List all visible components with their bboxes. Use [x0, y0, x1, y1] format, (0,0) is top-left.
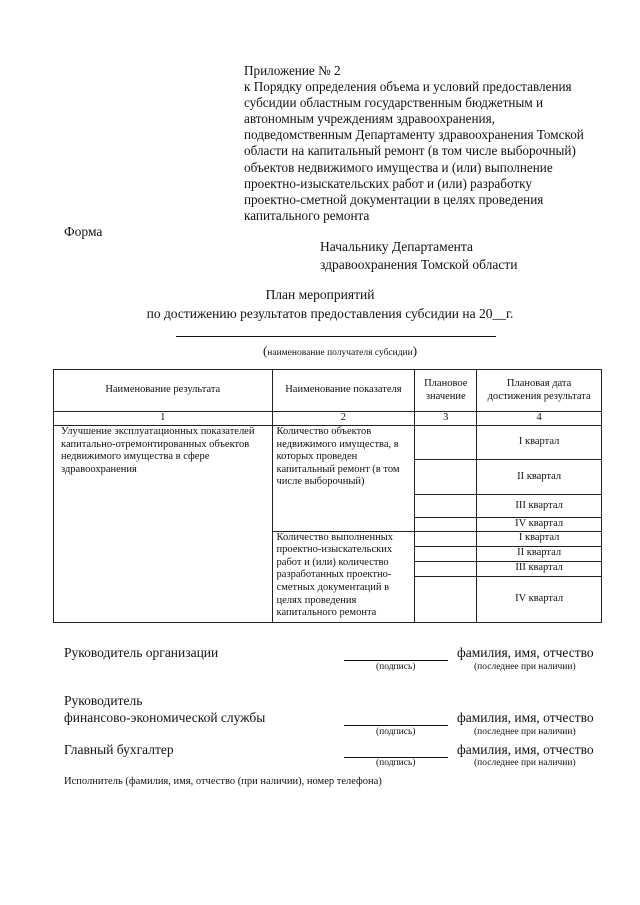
column-number: 3 [415, 412, 477, 426]
column-number: 1 [54, 412, 273, 426]
planned-value-cell[interactable] [415, 460, 477, 495]
plan-subtitle: по достижению результатов предоставления субсидии на 20__г. [146, 306, 514, 321]
fin-head-label-line2: финансово-экономической службы [64, 710, 266, 725]
recipient-caption-text: наименование получателя субсидии [267, 348, 413, 358]
executor-line: Исполнитель (фамилия, имя, отчество (при наличии), номер телефона) [64, 776, 382, 787]
signature-line[interactable] [344, 660, 448, 661]
result-name-cell: Улучшение эксплуатационных показателей капитально-отремонтированных объектов недвижимого имущества в сфере здравоохранения [54, 426, 273, 623]
addressee-line: здравоохранения Томской области [320, 257, 518, 272]
quarter-cell: II квартал [477, 460, 602, 495]
appendix-header [244, 63, 614, 224]
addressee-line: Начальнику Департамента [320, 239, 473, 254]
recipient-caption: (наименование получателя субсидии) [262, 343, 418, 358]
planned-value-cell[interactable] [415, 495, 477, 518]
header-planned-date: Плановая дата достижения результата [477, 370, 602, 412]
full-name-label: фамилия, имя, отчество [457, 645, 594, 660]
appendix-line: капитального ремонта [244, 207, 370, 223]
planned-value-cell[interactable] [415, 576, 477, 622]
planned-value-cell[interactable] [415, 518, 477, 532]
chief-accountant-label: Главный бухгалтер [64, 742, 174, 757]
appendix-line: проектно-сметной документации в целях проведения [244, 191, 544, 207]
head-of-organization-label: Руководитель организации [64, 645, 219, 660]
quarter-cell: I квартал [477, 531, 602, 546]
patronymic-caption: (последнее при наличии) [474, 758, 576, 768]
quarter-cell: I квартал [477, 426, 602, 460]
fin-head-label-line1: Руководитель [64, 693, 143, 708]
form-label: Форма [64, 224, 103, 239]
appendix-line: объектов недвижимого имущества и (или) выполнение [244, 159, 553, 175]
indicator-cell: Количество выполненных проектно-изыскательских работ и (или) количество разработанных проектно-сметных документаций в целях проведения капитального ремонта [272, 531, 415, 622]
table-number-row [54, 412, 602, 426]
full-name-label: фамилия, имя, отчество [457, 710, 594, 725]
patronymic-caption: (последнее при наличии) [474, 662, 576, 672]
header-result: Наименование результата [54, 370, 273, 412]
appendix-line: Приложение № 2 [244, 63, 341, 78]
recipient-name-line[interactable] [176, 336, 496, 337]
planned-value-cell[interactable] [415, 426, 477, 460]
header-indicator: Наименование показателя [272, 370, 415, 412]
quarter-cell: II квартал [477, 546, 602, 561]
signature-caption: (подпись) [376, 727, 416, 737]
table-header-row [54, 370, 602, 412]
column-number: 4 [477, 412, 602, 426]
indicator-cell: Количество объектов недвижимого имущества, в которых проведен капитальный ремонт (в том числе выборочный) [272, 426, 415, 532]
signature-line[interactable] [344, 725, 448, 726]
addressee [320, 238, 518, 274]
quarter-cell: IV квартал [477, 518, 602, 532]
appendix-line: подведомственным Департаменту здравоохранения Томской [244, 127, 584, 143]
appendix-line: проектно-изыскательских работ и (или) разработку [244, 175, 532, 191]
appendix-line: субсидии областным государственным бюджетным и [244, 95, 544, 111]
appendix-line: автономным учреждениям здравоохранения, [244, 111, 495, 127]
quarter-cell: IV квартал [477, 576, 602, 622]
planned-value-cell[interactable] [415, 561, 477, 576]
table-row [54, 426, 602, 460]
planned-value-cell[interactable] [415, 546, 477, 561]
column-number: 2 [272, 412, 415, 426]
appendix-line: к Порядку определения объема и условий предоставления [244, 79, 572, 95]
header-planned-value: Плановое значение [415, 370, 477, 412]
quarter-cell: III квартал [477, 561, 602, 576]
appendix-line: области на капитальный ремонт (в том числе выборочный) [244, 143, 576, 159]
signature-caption: (подпись) [376, 758, 416, 768]
quarter-cell: III квартал [477, 495, 602, 518]
plan-title: План мероприятий [265, 287, 375, 302]
planned-value-cell[interactable] [415, 531, 477, 546]
signature-caption: (подпись) [376, 662, 416, 672]
plan-table [53, 369, 602, 623]
full-name-label: фамилия, имя, отчество [457, 742, 594, 757]
patronymic-caption: (последнее при наличии) [474, 727, 576, 737]
